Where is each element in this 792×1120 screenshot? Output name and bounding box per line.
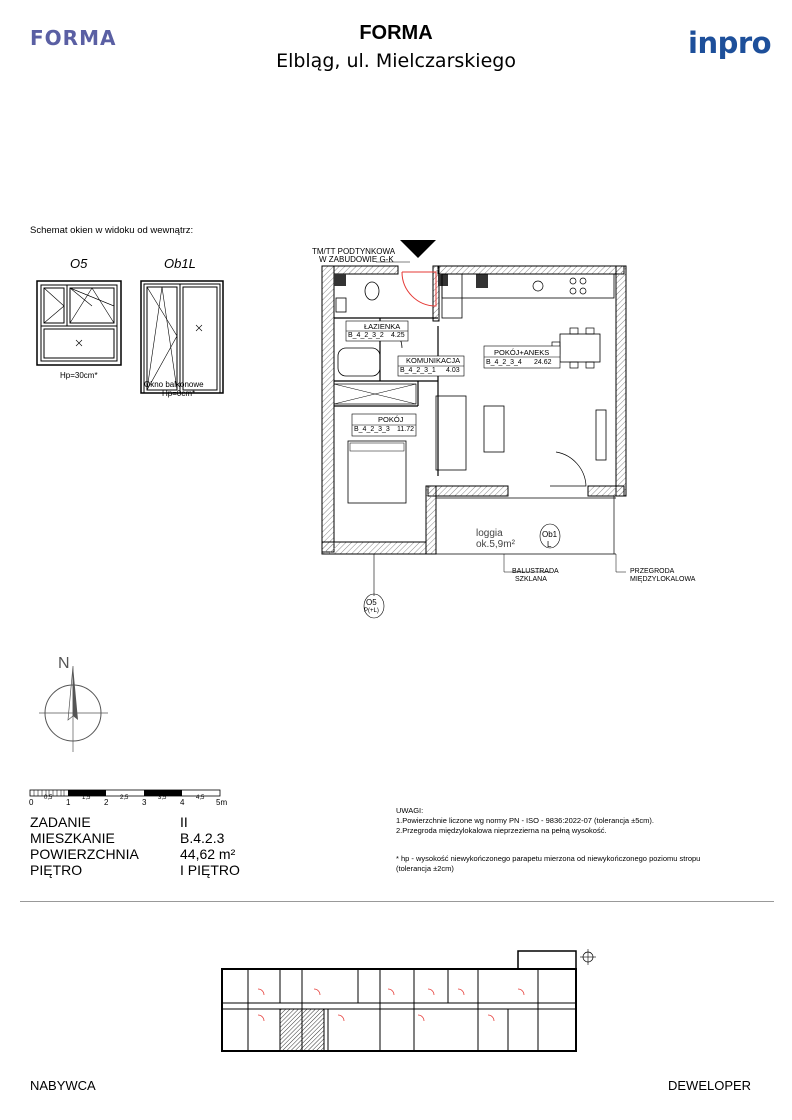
room-area-living: 24.62 <box>534 359 552 366</box>
room-name-bedroom: POKÓJ <box>378 415 404 424</box>
room-area-bathroom: 4.25 <box>391 332 405 339</box>
entrance-arrow <box>400 240 436 258</box>
partition-label-2: MIĘDZYLOKALOWA <box>630 576 696 583</box>
scale-label-0: 0 <box>29 798 34 807</box>
walls <box>322 266 626 554</box>
window-note-ob1l-2: Hp=0cm* <box>162 389 196 398</box>
partition-label-1: PRZEGRODA <box>630 568 675 575</box>
room-code-hall: B_4_2_3_1 <box>400 367 436 374</box>
window-ob1l-diagram <box>141 281 223 393</box>
room-area-hall: 4.03 <box>446 367 460 374</box>
notes-line-2: 2.Przegroda międzylokalowa nieprzezierna na pełną wysokość. <box>396 826 607 835</box>
info-label-area: POWIERZCHNIA <box>30 846 139 862</box>
interior-walls <box>334 318 438 476</box>
scale-label-1-5: 1,5 <box>82 795 91 801</box>
info-label-floor: PIĘTRO <box>30 862 83 878</box>
coffee-table <box>484 406 504 452</box>
page-title: FORMA <box>359 22 433 44</box>
room-code-bathroom: B_4_2_3_2 <box>348 332 384 339</box>
sofa <box>436 396 466 470</box>
window-tag-o5-sub: P(+L) <box>364 608 379 614</box>
washbasin <box>336 298 346 312</box>
scale-label-3-5: 3,5 <box>158 795 167 801</box>
loggia <box>436 496 616 554</box>
notes-title: UWAGI: <box>396 806 424 815</box>
scale-bar <box>28 788 238 802</box>
scale-label-3: 3 <box>142 798 147 807</box>
room-name-hall: KOMUNIKACJA <box>406 356 461 365</box>
compass <box>36 660 116 760</box>
entrance-door <box>402 272 436 306</box>
info-value-task: II <box>180 814 188 830</box>
window-tag-ob1: Ob1 <box>542 530 558 539</box>
info-label-task: ZADANIE <box>30 814 91 830</box>
info-value-apartment: B.4.2.3 <box>180 830 225 846</box>
footer-developer: DEWELOPER <box>668 1078 752 1093</box>
window-label-o5: O5 <box>70 256 88 271</box>
page-subtitle: Elbląg, ul. Mielczarskiego <box>276 50 516 72</box>
info-value-area: 44,62 m² <box>180 846 236 862</box>
notes-line-1: 1.Powierzchnie liczone wg normy PN - ISO - 9836:2022-07 (tolerancja ±5cm). <box>396 816 654 825</box>
balustrade-label-1: BALUSTRADA <box>512 568 559 575</box>
window-note-ob1l-1: Okno balkonowe <box>144 380 204 389</box>
key-plan-highlight <box>280 1009 324 1051</box>
scale-label-4-5: 4,5 <box>196 795 205 801</box>
compass-north-label: N <box>58 655 70 672</box>
room-code-living: B_4_2_3_4 <box>486 359 522 366</box>
dining-table <box>560 334 600 362</box>
divider <box>20 901 774 902</box>
scale-label-4: 4 <box>180 798 185 807</box>
scale-label-2-5: 2,5 <box>120 795 129 801</box>
loggia-label: loggia <box>476 528 503 539</box>
notes-footnote-1: * hp - wysokość niewykończonego parapetu mierzona od niewykończonego poziomu stropu <box>396 854 701 863</box>
footer-buyer: NABYWCA <box>30 1078 96 1093</box>
bathtub <box>338 348 380 376</box>
window-scheme-title: Schemat okien w widoku od wewnątrz: <box>30 225 194 236</box>
inpro-logo: inpro <box>688 26 772 60</box>
scale-label-0-5: 0,5 <box>44 795 53 801</box>
forma-logo: FORMA <box>30 26 117 50</box>
window-tag-ob1-sub: L <box>547 540 552 549</box>
balcony-door <box>550 452 586 486</box>
room-name-bathroom: ŁAZIENKA <box>364 322 401 331</box>
room-name-living: POKÓJ+ANEKS <box>494 348 550 357</box>
key-plan <box>218 945 598 1055</box>
window-o5-diagram <box>37 281 121 365</box>
loggia-area: ok.5,9m² <box>476 539 515 550</box>
window-tag-o5: O5 <box>366 598 377 607</box>
toilet <box>365 282 379 300</box>
room-code-bedroom: B_4_2_3_3 <box>354 426 390 433</box>
window-label-ob1l: Ob1L <box>164 256 196 271</box>
balustrade-label-2: SZKLANA <box>515 576 547 583</box>
wall-note-2: W ZABUDOWIE G-K <box>319 255 394 264</box>
scale-label-5: 5m <box>216 798 228 807</box>
scale-label-1: 1 <box>66 798 71 807</box>
wall-note-1: TM/TT PODTYNKOWA <box>312 247 396 256</box>
cooktop <box>570 278 586 294</box>
bed <box>348 441 406 503</box>
tv-unit <box>596 410 606 460</box>
window-note-o5: Hp=30cm* <box>60 371 98 380</box>
scale-label-2: 2 <box>104 798 109 807</box>
info-label-apartment: MIESZKANIE <box>30 830 115 846</box>
info-value-floor: I PIĘTRO <box>180 862 240 878</box>
room-area-bedroom: 11.72 <box>397 426 414 433</box>
notes-footnote-2: (tolerancja ±2cm) <box>396 864 454 873</box>
columns <box>334 274 488 288</box>
kitchen-counter <box>442 274 614 298</box>
